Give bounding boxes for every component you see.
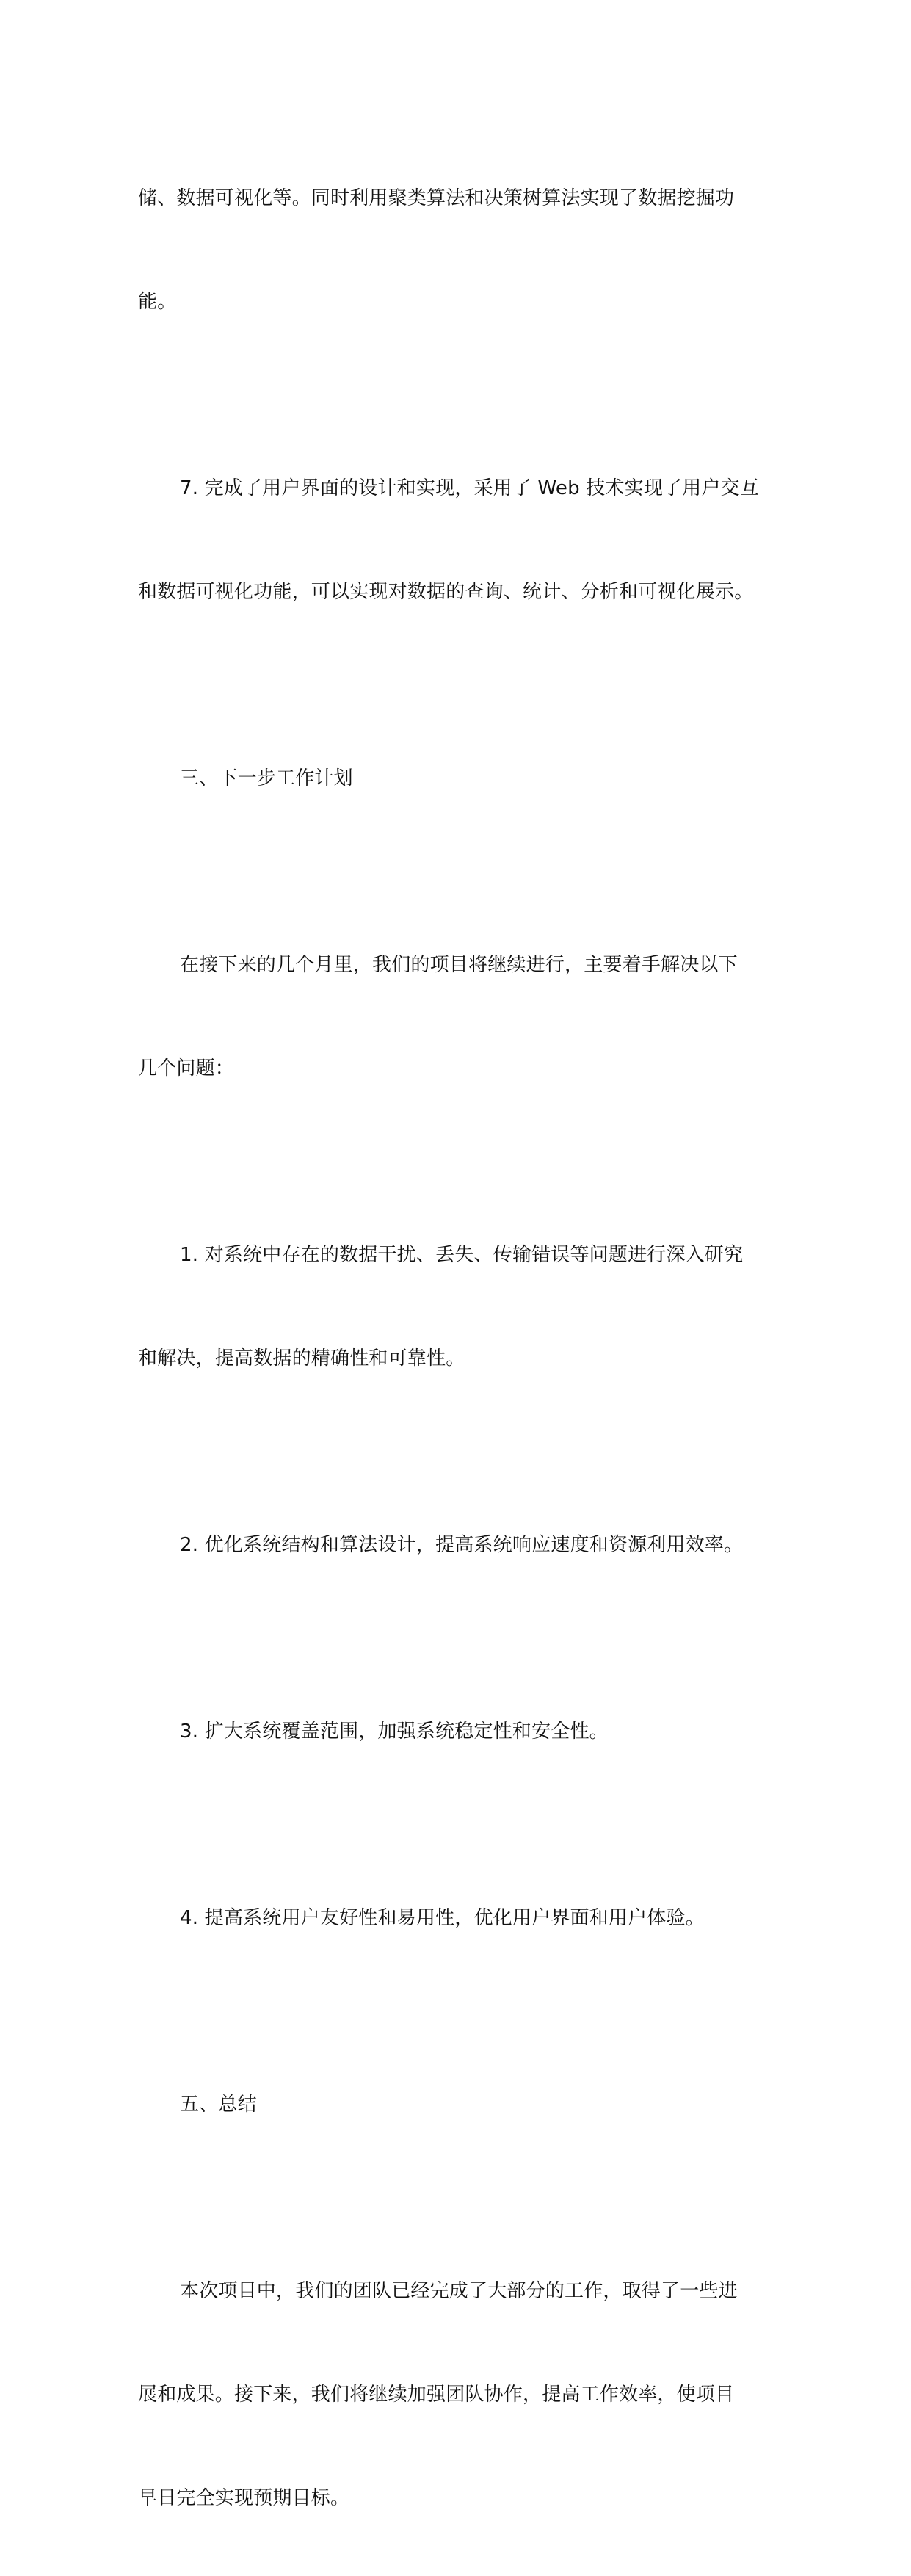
section-heading-summary	[138, 2019, 799, 2191]
paragraph-line: 几个问题：	[138, 1057, 235, 1079]
paragraph-next-plan-intro	[138, 879, 799, 1155]
plan-item-1	[138, 1169, 799, 1445]
plan-item-2	[138, 1459, 799, 1632]
paragraph-item-7	[138, 402, 799, 679]
paragraph-line: 本次项目中，我们的团队已经完成了大部分的工作，取得了一些进	[180, 2280, 738, 2302]
paragraph-line: 早日完全实现预期目标。	[138, 2487, 350, 2509]
paragraph-line: 和数据可视化功能，可以实现对数据的查询、统计、分析和可视化展示。	[138, 581, 754, 603]
paragraph-data-mining-continuation	[138, 112, 799, 388]
paragraph-line: 2. 优化系统结构和算法设计，提高系统响应速度和资源利用效率。	[180, 1534, 744, 1556]
paragraph-line: 展和成果。接下来，我们将继续加强团队协作，提高工作效率，使项目	[138, 2384, 735, 2406]
paragraph-line: 4. 提高系统用户友好性和易用性，优化用户界面和用户体验。	[180, 1907, 705, 1929]
paragraph-summary	[138, 2205, 799, 2576]
paragraph-line: 在接下来的几个月里，我们的项目将继续进行，主要着手解决以下	[180, 954, 738, 976]
paragraph-line: 和解决，提高数据的精确性和可靠性。	[138, 1347, 465, 1370]
paragraph-line: 1. 对系统中存在的数据干扰、丢失、传输错误等问题进行深入研究	[180, 1244, 744, 1266]
section-heading-next-plan	[138, 692, 799, 865]
section-heading: 三、下一步工作计划	[180, 767, 353, 789]
document-body	[138, 112, 799, 2576]
paragraph-line: 3. 扩大系统覆盖范围，加强系统稳定性和安全性。	[180, 1721, 609, 1743]
paragraph-line: 储、数据可视化等。同时利用聚类算法和决策树算法实现了数据挖掘功	[138, 187, 735, 209]
plan-item-4	[138, 1832, 799, 2005]
section-heading: 五、总结	[180, 2094, 257, 2116]
paragraph-line: 7. 完成了用户界面的设计和实现，采用了 Web 技术实现了用户交互	[180, 477, 760, 499]
paragraph-line: 能。	[138, 291, 177, 313]
plan-item-3	[138, 1646, 799, 1818]
